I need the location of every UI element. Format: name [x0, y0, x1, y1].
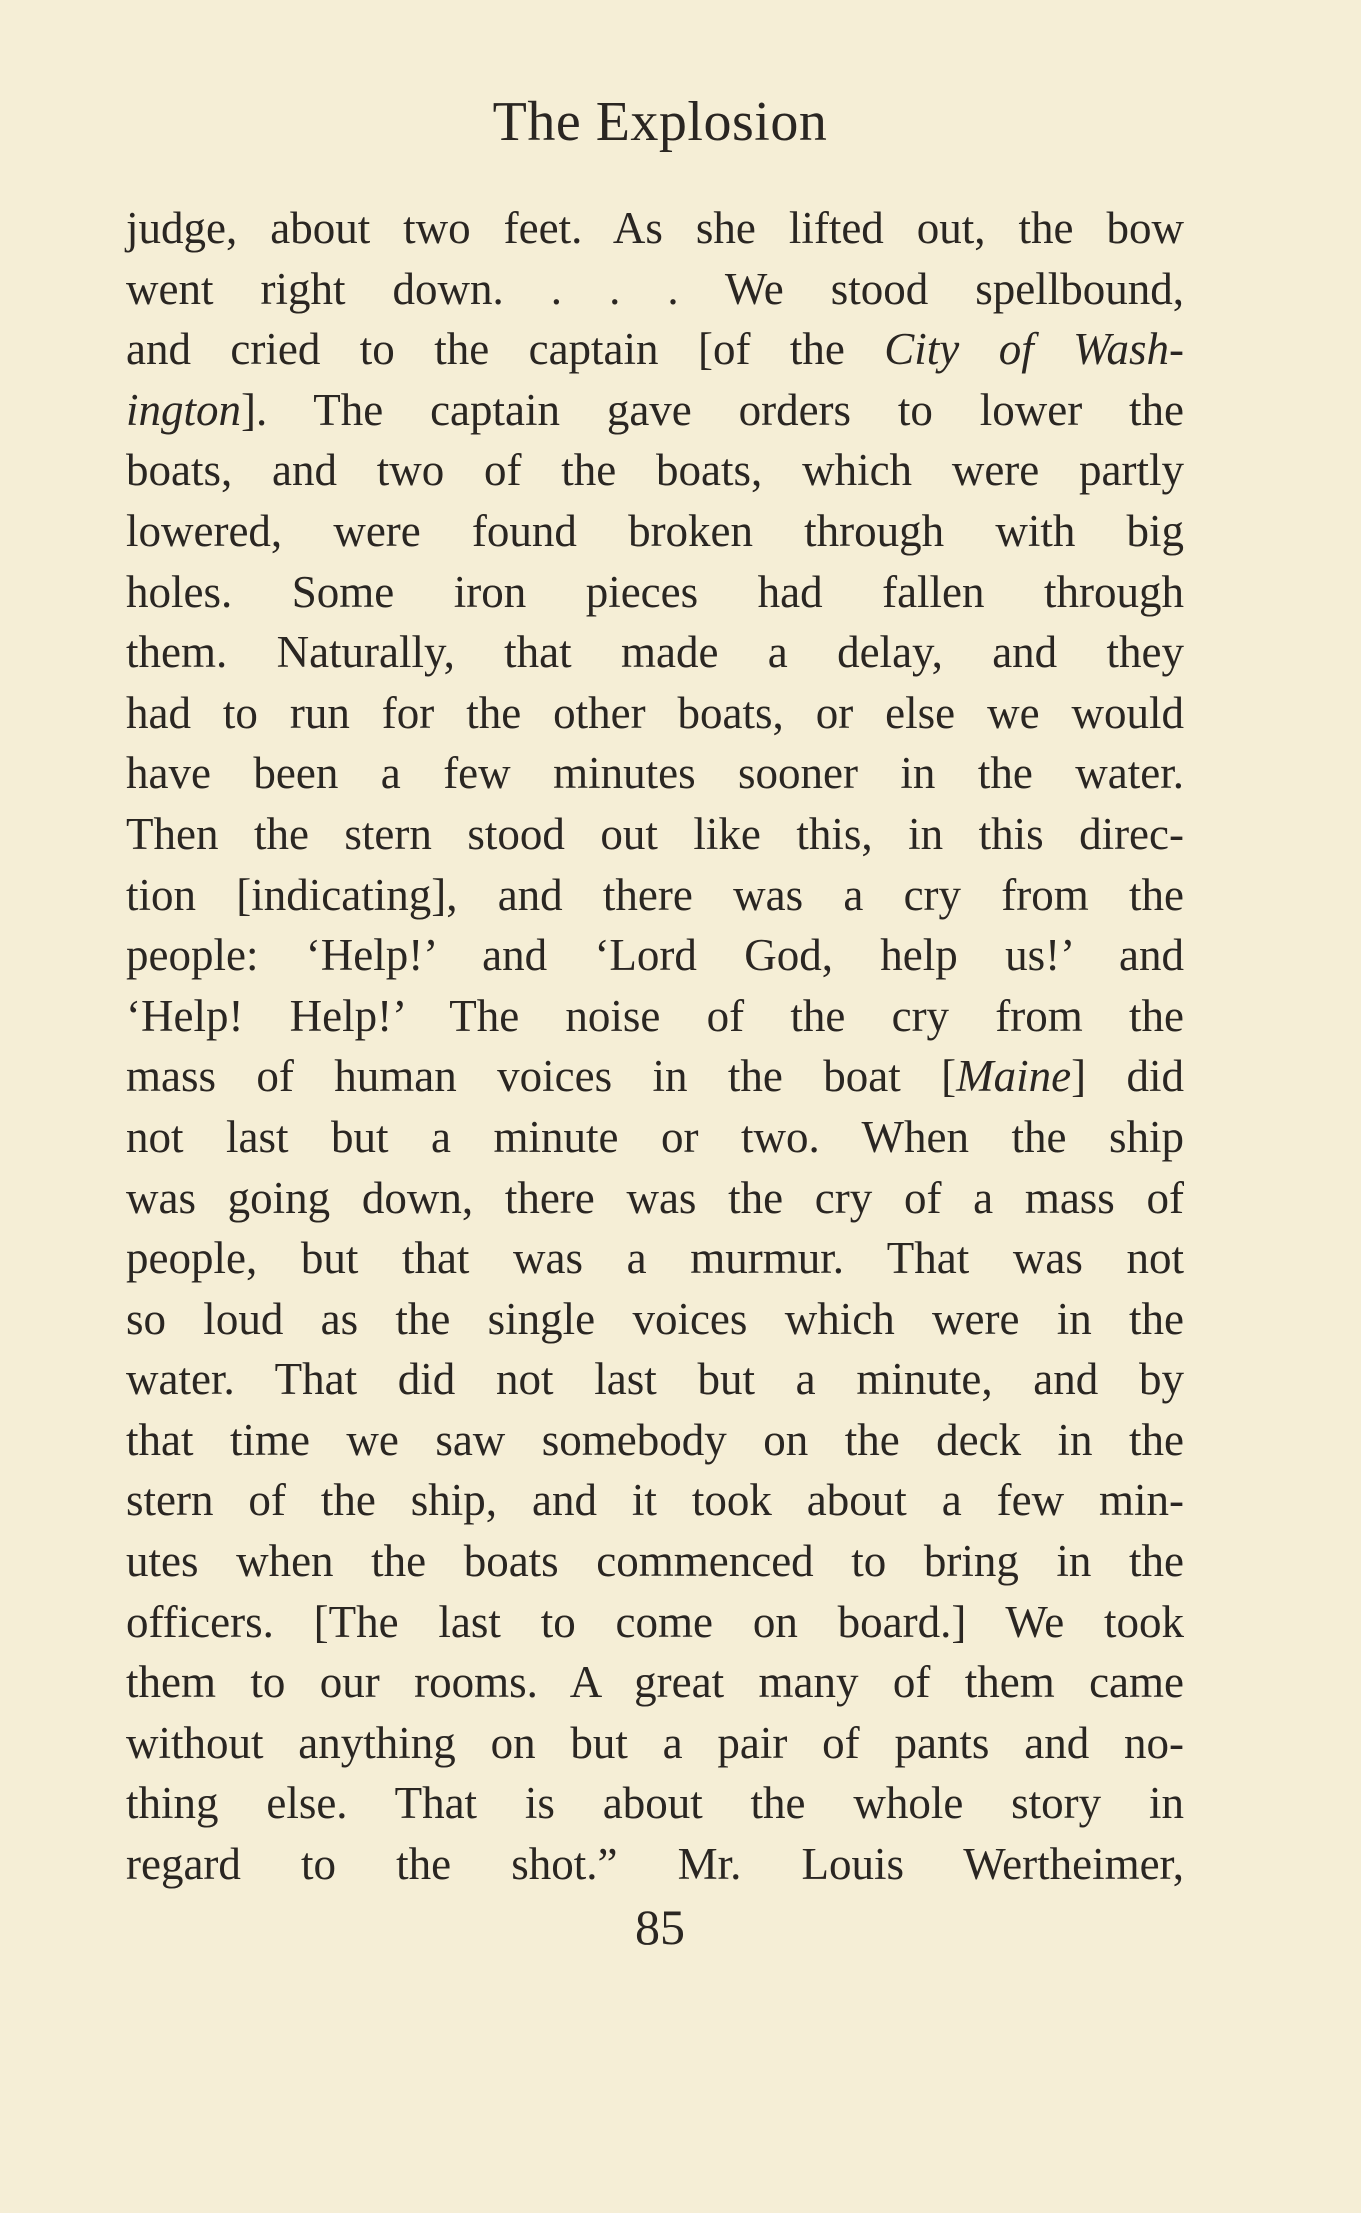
- text-line: [126, 259, 1184, 320]
- text-line: [126, 198, 1184, 259]
- text-line: [126, 440, 1184, 501]
- text-line: [126, 1531, 1184, 1592]
- text-segment: ]. The captain gave orders to lower the: [241, 384, 1184, 435]
- text-line: [126, 380, 1184, 441]
- text-segment: people, but that was a murmur. That was not: [126, 1233, 1184, 1284]
- text-segment: water. That did not last but a minute, and by: [126, 1354, 1184, 1405]
- text-segment: lowered, were found broken through with big: [126, 505, 1184, 556]
- text-line: [126, 986, 1184, 1047]
- text-line: [126, 1592, 1184, 1653]
- text-segment: so loud as the single voices which were in the: [126, 1293, 1184, 1344]
- text-segment: ‘Help! Help!’ The noise of the cry from the: [126, 990, 1184, 1041]
- text-line: [126, 743, 1184, 804]
- text-line: [126, 1349, 1184, 1410]
- text-segment: stern of the ship, and it took about a few min-: [126, 1475, 1184, 1526]
- italic-text: City of Wash-: [884, 324, 1184, 375]
- text-line: [126, 501, 1184, 562]
- text-line: [126, 319, 1184, 380]
- text-line: [126, 1410, 1184, 1471]
- body-text: [126, 198, 1184, 1895]
- text-segment: officers. [The last to come on board.] We took: [126, 1596, 1184, 1647]
- text-segment: ] did: [1071, 1051, 1184, 1102]
- page-number: 85: [635, 1899, 685, 1955]
- text-line: [126, 1289, 1184, 1350]
- text-segment: them to our rooms. A great many of them came: [126, 1657, 1184, 1708]
- text-line: [126, 1046, 1184, 1107]
- text-line: [126, 562, 1184, 623]
- italic-text: Maine: [956, 1051, 1072, 1102]
- text-segment: tion [indicating], and there was a cry from the: [126, 869, 1184, 920]
- text-segment: people: ‘Help!’ and ‘Lord God, help us!’ and: [126, 930, 1184, 981]
- text-line: [126, 622, 1184, 683]
- text-segment: mass of human voices in the boat [: [126, 1051, 957, 1102]
- running-head: The Explosion: [492, 91, 828, 153]
- text-line: [126, 1470, 1184, 1531]
- text-segment: utes when the boats commenced to bring in the: [126, 1536, 1184, 1587]
- text-segment: not last but a minute or two. When the ship: [126, 1111, 1184, 1162]
- text-line: [126, 1834, 1184, 1895]
- text-line: [126, 1107, 1184, 1168]
- text-segment: without anything on but a pair of pants and no-: [126, 1717, 1184, 1768]
- text-segment: was going down, there was the cry of a mass of: [126, 1172, 1184, 1223]
- text-segment: had to run for the other boats, or else we would: [126, 687, 1184, 738]
- text-segment: Then the stern stood out like this, in this direc-: [126, 808, 1184, 859]
- italic-text: ington: [126, 384, 242, 435]
- text-line: [126, 1168, 1184, 1229]
- text-line: [126, 1228, 1184, 1289]
- text-line: [126, 1773, 1184, 1834]
- text-line: [126, 925, 1184, 986]
- text-segment: them. Naturally, that made a delay, and they: [126, 627, 1184, 678]
- text-line: [126, 804, 1184, 865]
- text-segment: thing else. That is about the whole story in: [126, 1778, 1184, 1829]
- text-segment: have been a few minutes sooner in the water.: [126, 748, 1184, 799]
- text-segment: boats, and two of the boats, which were partly: [126, 445, 1184, 496]
- text-line: [126, 1713, 1184, 1774]
- text-line: [126, 865, 1184, 926]
- text-segment: that time we saw somebody on the deck in the: [126, 1414, 1184, 1465]
- text-segment: regard to the shot.” Mr. Louis Wertheimer,: [126, 1839, 1184, 1890]
- text-segment: and cried to the captain [of the: [126, 324, 885, 375]
- text-segment: holes. Some iron pieces had fallen through: [126, 566, 1184, 617]
- text-segment: judge, about two feet. As she lifted out, the bow: [126, 203, 1184, 253]
- text-line: [126, 683, 1184, 744]
- text-segment: went right down. . . . We stood spellbound,: [126, 263, 1184, 314]
- text-line: [126, 1652, 1184, 1713]
